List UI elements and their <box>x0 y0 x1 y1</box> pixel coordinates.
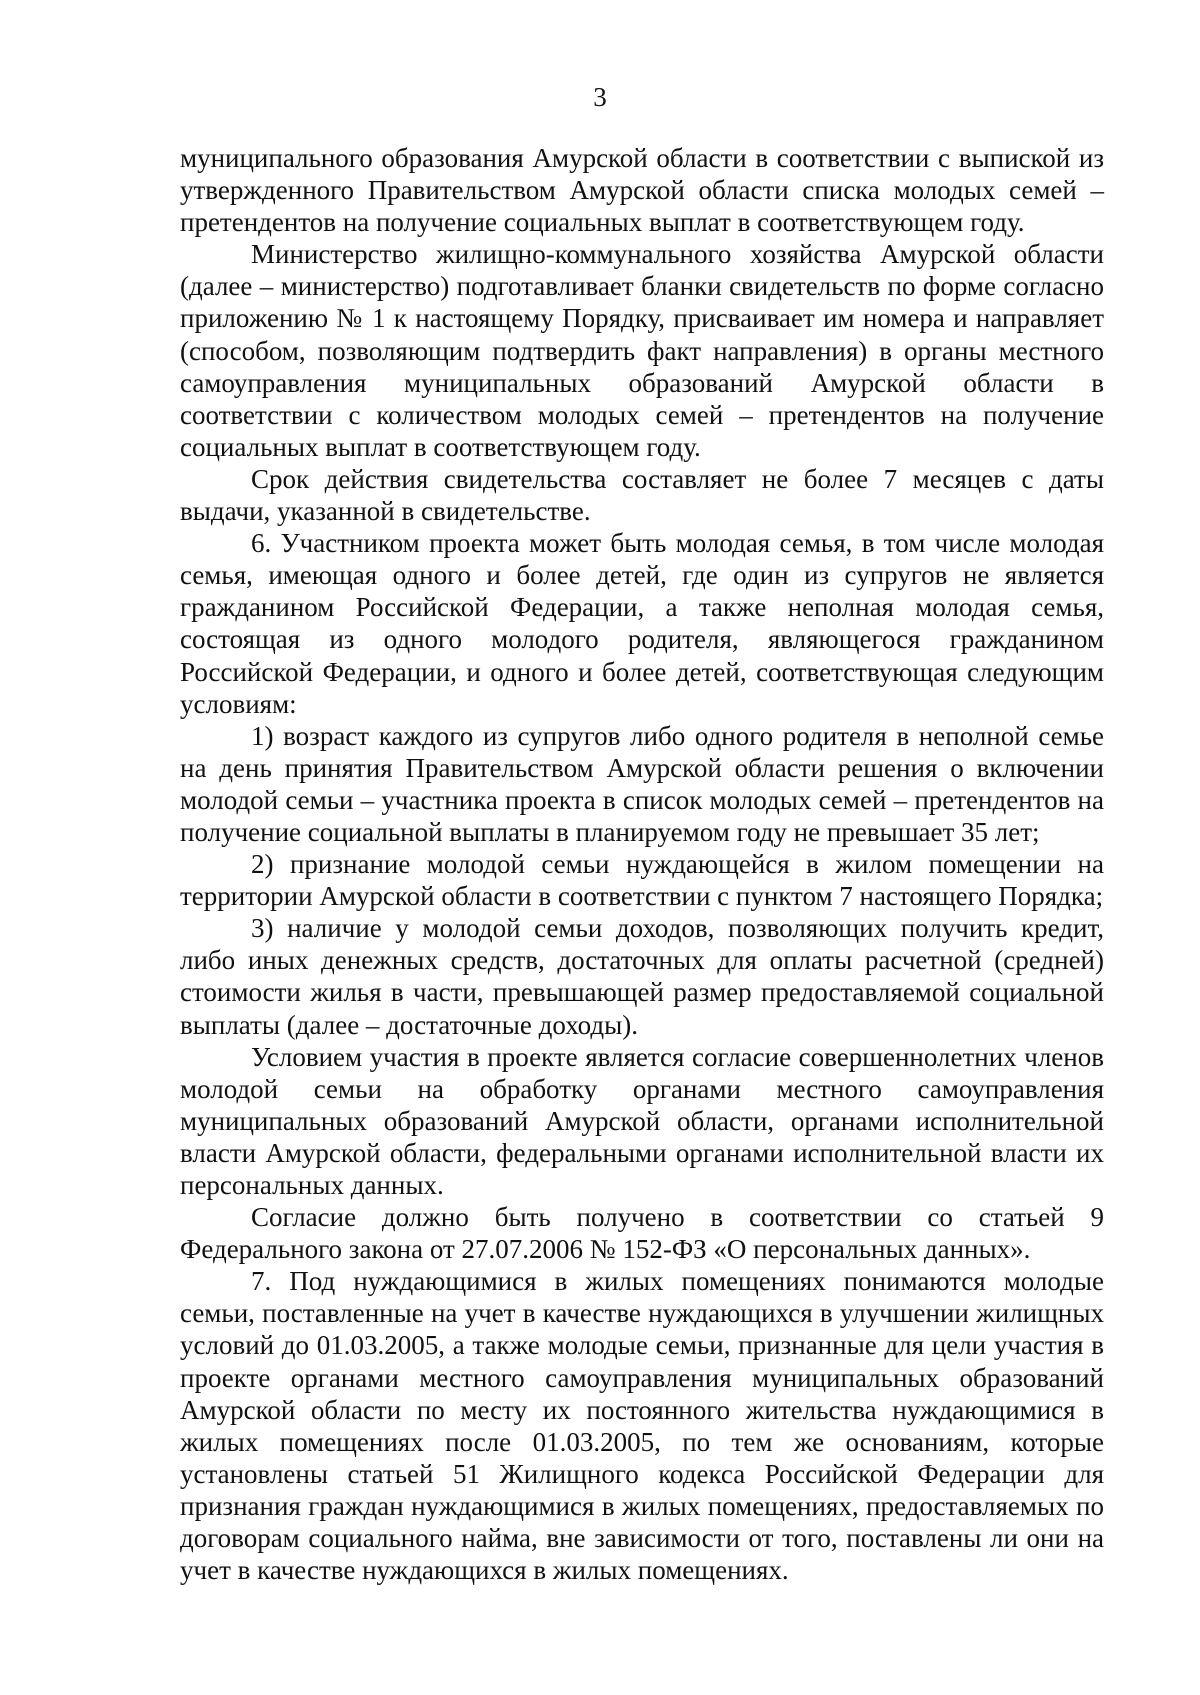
paragraph-item-7: 7. Под нуждающимися в жилых помещениях понимаются молодые семьи, поставленные на учет в качестве нуждающихся в улучшении жилищных условий до 01.03.2005, а также молодые семьи, признанные для цели участия в проекте органами местного самоуправления муниципальных образований Амурской области по месту их постоянного жительства нуждающимися в жилых помещениях после 01.03.2005, по тем же основаниям, которые установлены статьей 51 Жилищного кодекса Российской Федерации для признания граждан нуждающимися в жилых помещениях, предоставляемых по договорам социального найма, вне зависимости от того, поставлены ли они на учет в качестве нуждающихся в жилых помещениях. <box>180 1266 1104 1586</box>
paragraph-certificate-validity: Срок действия свидетельства составляет не более 7 месяцев с даты выдачи, указанной в свидетельстве. <box>180 463 1104 527</box>
paragraph-condition-1: 1) возраст каждого из супругов либо одного родителя в неполной семье на день принятия Правительством Амурской области решения о включении молодой семьи – участника проекта в список молодых семей – претендентов на получение социальной выплаты в планируемом году не превышает 35 лет; <box>180 720 1104 847</box>
paragraph-consent-law: Согласие должно быть получено в соответствии со статьей 9 Федерального закона от 27.07.2006 № 152-ФЗ «О персональных данных». <box>180 1202 1104 1265</box>
paragraph-condition-2: 2) признание молодой семьи нуждающейся в жилом помещении на территории Амурской области в соответствии с пунктом 7 настоящего Порядка; <box>180 849 1104 912</box>
paragraph-consent-condition: Условием участия в проекте является согласие совершеннолетних членов молодой семьи на обработку органами местного самоуправления муниципальных образований Амурской области, органами исполнительной власти Амурской области, федеральными органами исполнительной власти их персональных данных. <box>180 1041 1104 1200</box>
document-body <box>180 142 1104 1586</box>
paragraph-condition-3: 3) наличие у молодой семьи доходов, позволяющих получить кредит, либо иных денежных средств, достаточных для оплаты расчетной (средней) стоимости жилья в части, превышающей размер предоставляемой социальной выплаты (далее – достаточные доходы). <box>180 913 1104 1040</box>
paragraph-ministry-forms: Министерство жилищно-коммунального хозяйства Амурской области (далее – министерство) подготавливает бланки свидетельств по форме согласно приложению № 1 к настоящему Порядку, присваивает им номера и направляет (способом, позволяющим подтвердить факт направления) в органы местного самоуправления муниципальных образований Амурской области в соответствии с количеством молодых семей – претендентов на получение социальных выплат в соответствующем году. <box>180 239 1104 462</box>
paragraph-item-6: 6. Участником проекта может быть молодая семья, в том числе молодая семья, имеющая одного и более детей, где один из супругов не является гражданином Российской Федерации, а также неполная молодая семья, состоящая из одного молодого родителя, являющегося гражданином Российской Федерации, и одного и более детей, соответствующая следующим условиям: <box>180 528 1104 719</box>
paragraph-continuation: муниципального образования Амурской области в соответствии с выпиской из утвержденного Правительством Амурской области списка молодых семей – претендентов на получение социальных выплат в соответствующем году. <box>180 143 1104 238</box>
page-number: 3 <box>593 82 607 112</box>
